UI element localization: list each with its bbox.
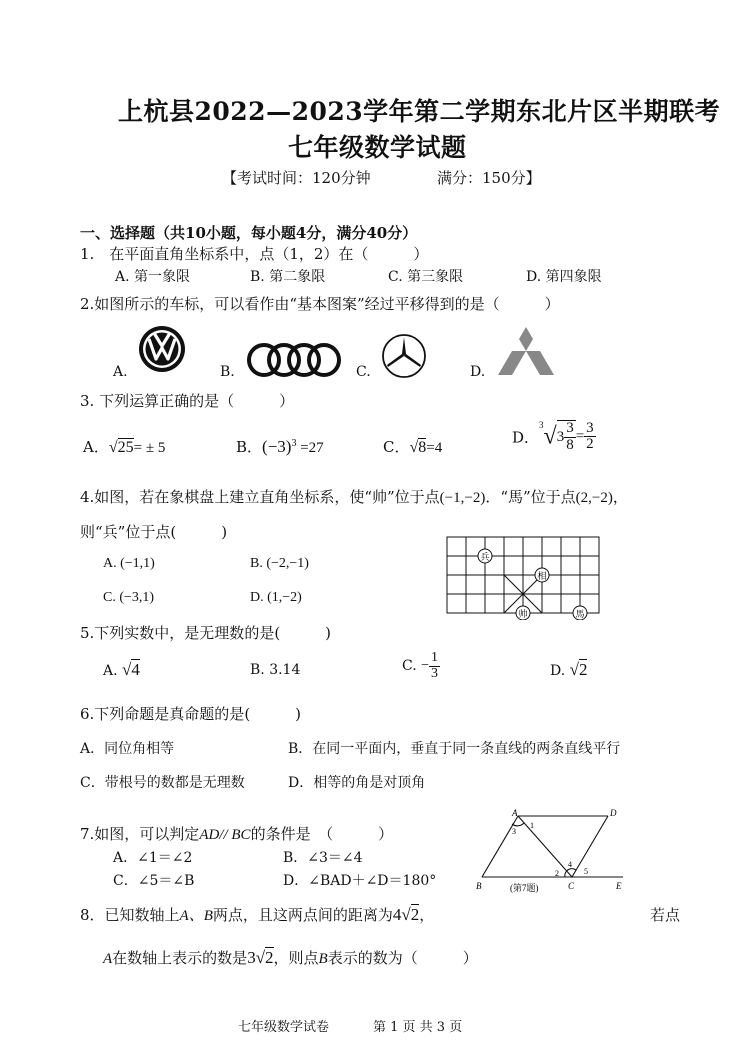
svg-text:兵: 兵 — [480, 552, 490, 562]
q5-stem: 5.下列实数中，是无理数的是( ) — [80, 624, 332, 642]
q2-stem: 2.如图所示的车标，可以看作由“基本图案”经过平移得到的是（ ） — [80, 295, 560, 313]
q5-option-c-sign: − — [421, 658, 430, 674]
q3-option-c-result: =4 — [426, 440, 443, 456]
q7-figure — [472, 808, 632, 896]
q8-line1: 8．已知数轴上A、B两点，且这两点间的距离为4√2， — [80, 905, 435, 924]
footer-title: 七年级数学试卷 — [238, 1020, 330, 1035]
exam-title: 上杭县2022—2023学年第二学期东北片区半期联考 — [118, 97, 721, 126]
exam-time: 【考试时间：120分钟 — [222, 169, 371, 187]
svg-text:帅: 帅 — [518, 609, 528, 619]
q3-option-d-numerator: 3 — [566, 420, 574, 436]
q8-point-a: A — [103, 951, 113, 967]
q6-option-b: B．在同一平面内，垂直于同一条直线的两条直线平行 — [288, 741, 621, 757]
q4-ma-point: (2,−2) — [575, 490, 613, 506]
q2-option-a: A. — [113, 364, 128, 380]
q7-option-b: B．∠3＝∠4 — [283, 850, 363, 866]
q7-condition: AD// BC — [199, 827, 251, 843]
q4-stem-text-c: ， — [612, 488, 628, 506]
q8-text-e: ，则点 — [273, 949, 319, 967]
q8-text-b: 两点，且这两点间的距离为 — [212, 906, 393, 924]
q3-option-a-radicand: 25 — [117, 439, 134, 456]
q8-point-b: B — [318, 951, 328, 967]
q7-option-c: C．∠5＝∠B — [113, 873, 195, 889]
q8-line1-right: 若点 — [650, 906, 681, 924]
q8-distance-coef: 4 — [392, 905, 402, 924]
q7-angle-2: 2 — [555, 869, 559, 878]
q6-option-d: D．相等的角是对顶角 — [288, 775, 426, 791]
q7-point-c: C — [568, 881, 575, 891]
q7-stem — [80, 823, 393, 844]
q7-angle-5: 5 — [584, 867, 588, 876]
q3-option-c-radicand: 8 — [418, 439, 427, 456]
q4-option-d: D. (1,−2) — [250, 590, 302, 605]
q3-option-b-exponent: 3 — [291, 438, 297, 449]
q7-point-a: A — [512, 808, 518, 818]
audi-rings-icon — [245, 340, 343, 380]
q4-stem-text-a: 4.如图，若在象棋盘上建立直角坐标系，使“帅”位于点 — [80, 488, 440, 506]
q8-a-coef: 3 — [247, 948, 256, 967]
q3-option-d-equals: = — [575, 428, 585, 445]
q7-angle-1: 1 — [530, 821, 534, 830]
q8-text-d: 在数轴上表示的数是 — [112, 949, 248, 967]
q4-option-a: A. (−1,1) — [103, 556, 155, 571]
q7-angle-3: 3 — [512, 827, 516, 836]
q3-option-d-label: D． — [512, 428, 540, 447]
q1-option-b: B. 第二象限 — [250, 269, 326, 285]
q3-option-b-label: B． — [236, 438, 263, 456]
q5-option-d-radicand: 2 — [578, 660, 588, 679]
q8-points: A、B — [179, 908, 213, 924]
chessboard-figure — [445, 535, 605, 620]
q8-text-c: ， — [419, 906, 435, 924]
footer-page-number: 第 1 页 共 3 页 — [373, 1020, 463, 1035]
q2-option-c: C. — [356, 364, 371, 380]
q3-option-a-label: A． — [83, 438, 109, 456]
q4-stem-line2: 则“兵”位于点( ) — [80, 523, 228, 541]
q3-option-d-result-denominator: 2 — [586, 436, 594, 453]
q7-point-b: B — [476, 881, 482, 891]
q5-option-d: D. √2 — [550, 660, 588, 679]
q2-option-d: D. — [470, 364, 486, 380]
piece-xiang — [535, 568, 549, 582]
q3-option-d: D．$^3$√3 $\frac{3}{8}$ = $\frac{3}{2}$ — [512, 419, 594, 453]
q5-option-c-denominator: 3 — [431, 665, 439, 681]
piece-ma — [573, 606, 587, 620]
q3-option-d-integer: 3 — [556, 428, 565, 445]
q7-figure-caption: (第7题) — [510, 883, 539, 893]
q3-stem: 3. 下列运算正确的是（ ） — [80, 392, 295, 410]
exam-subtitle: 七年级数学试题 — [288, 133, 467, 162]
q3-option-c: C．√8=4 — [383, 438, 443, 456]
q5-option-c-numerator: 1 — [431, 650, 439, 665]
q5-option-c — [402, 651, 440, 691]
q5-option-a-label: A. — [103, 663, 118, 679]
q6-option-a: A．同位角相等 — [80, 741, 175, 757]
q2-option-b: B. — [220, 364, 235, 380]
exam-score: 满分：150分】 — [437, 169, 541, 187]
q1-stem: 1. 在平面直角坐标系中，点（1，2）在（ ） — [80, 245, 429, 263]
q3-option-d-result-numerator: 3 — [586, 419, 594, 436]
mercedes-star-icon — [380, 332, 428, 380]
q3-option-d-denominator: 8 — [566, 436, 574, 453]
q4-shuai-point: (−1,−2) — [439, 490, 486, 506]
q8-text-a: 8．已知数轴上 — [80, 906, 180, 924]
q8-a-radicand: 2 — [265, 948, 274, 967]
q5-option-a: A. √4 — [103, 660, 140, 679]
q3-option-a-result: = ± 5 — [133, 440, 166, 456]
piece-shuai — [516, 606, 530, 620]
q8-distance-radicand: 2 — [410, 905, 420, 924]
q7-point-d: D — [610, 808, 617, 818]
q7-angle-4: 4 — [568, 860, 572, 869]
q3-option-b-base: (−3) — [262, 437, 292, 456]
q3-option-c-label: C． — [383, 438, 410, 456]
q5-option-b: B. 3.14 — [250, 662, 301, 678]
mitsubishi-logo-icon — [498, 326, 554, 378]
section-heading: 一、选择题（共10小题，每小题4分，满分40分） — [80, 224, 418, 242]
q7-option-a: A．∠1＝∠2 — [113, 850, 193, 866]
q4-stem-line1 — [80, 486, 628, 507]
q3-option-a: A．√25= ± 5 — [83, 438, 166, 456]
q6-option-c: C．带根号的数都是无理数 — [80, 775, 245, 791]
q7-option-d: D．∠BAD＋∠D＝180° — [283, 873, 437, 889]
q4-stem-text-b: ．“馬”位于点 — [485, 488, 576, 506]
q7-stem-text-b: 的条件是 （ ） — [250, 825, 394, 843]
q8-line2: A在数轴上表示的数是3√2，则点B表示的数为（ ） — [103, 948, 478, 967]
q3-option-b-result: =27 — [296, 440, 324, 456]
q3-option-d-index: 3 — [539, 420, 544, 430]
q1-option-c: C. 第三象限 — [388, 269, 464, 285]
vw-logo-icon — [137, 324, 187, 374]
q7-stem-text-a: 7.如图，可以判定 — [80, 825, 200, 843]
q5-option-c-label: C. — [402, 658, 417, 675]
svg-text:馬: 馬 — [575, 609, 585, 619]
q1-option-a: A. 第一象限 — [115, 269, 191, 285]
q5-option-d-label: D. — [550, 663, 566, 679]
q5-option-a-radicand: 4 — [131, 660, 140, 679]
q3-option-b — [236, 436, 324, 457]
q1-option-d: D. 第四象限 — [526, 269, 602, 285]
piece-bing — [478, 549, 492, 563]
svg-text:相: 相 — [537, 571, 547, 581]
q4-option-c: C. (−3,1) — [103, 590, 155, 605]
q6-stem: 6.下列命题是真命题的是( ) — [80, 705, 302, 723]
q4-option-b: B. (−2,−1) — [250, 556, 309, 571]
q8-text-f: 表示的数为（ ） — [327, 949, 478, 967]
q7-point-e: E — [616, 881, 622, 891]
